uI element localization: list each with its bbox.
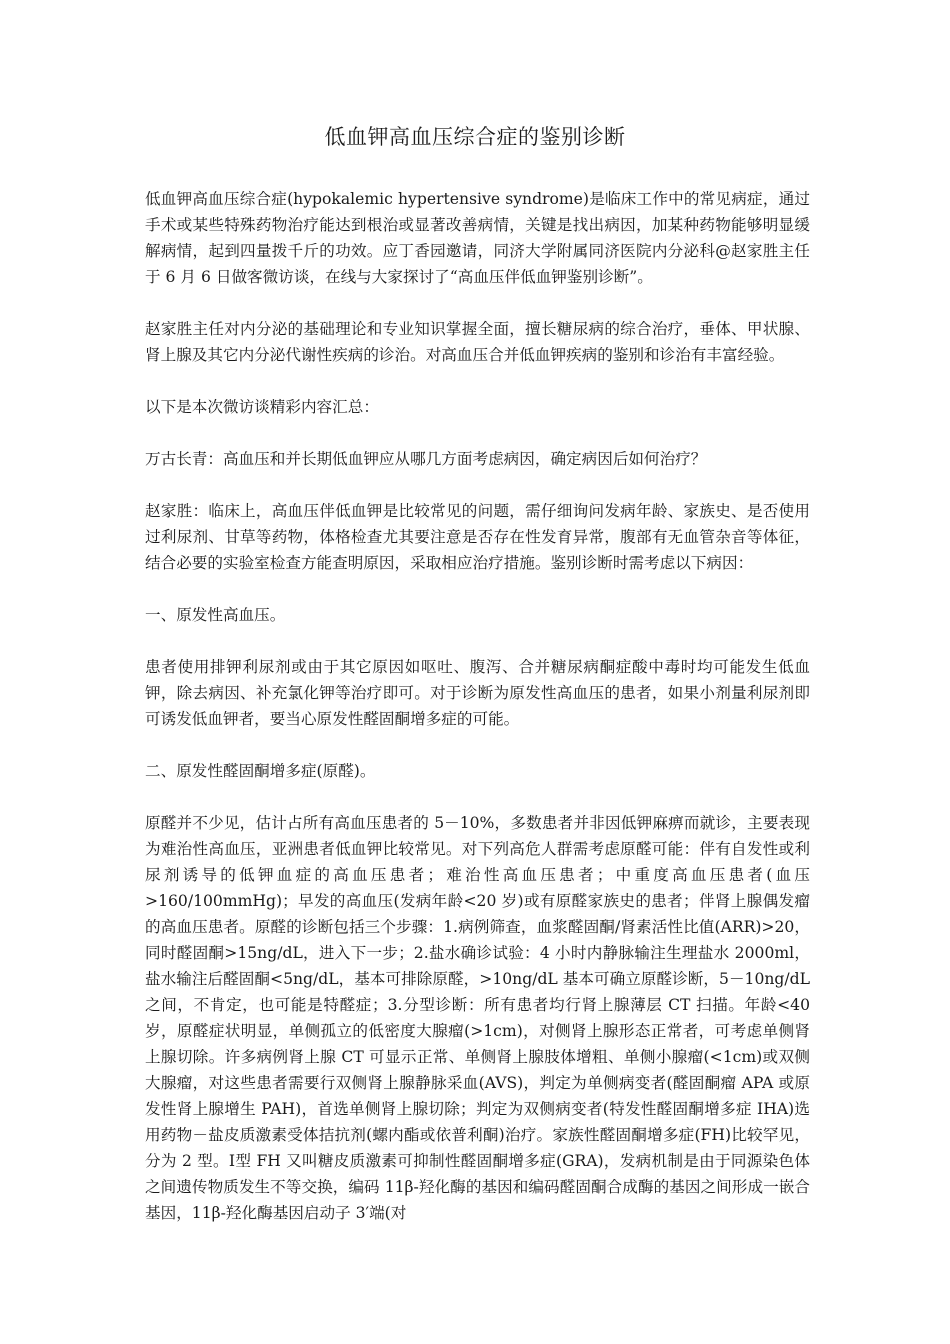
paragraph-intro: 低血钾高血压综合症(hypokalemic hypertensive syndrome)是临床工作中的常见病症，通过手术或某些特殊药物治疗能达到根治或显著改善病情，关键是找出病因，加某种药物能够明显缓解病情，起到四量拨千斤的功效。应丁香园邀请，同济大学附属同济医院内分泌科@赵家胜主任 于 6 月 6 日做客微访谈，在线与大家探讨了“高血压伴低血钾鉴别诊断”。 — [145, 190, 810, 286]
section-heading-2: 二、原发性醛固酮增多症(原醛)。 — [145, 762, 376, 780]
paragraph-section-1: 患者使用排钾利尿剂或由于其它原因如呕吐、腹泻、合并糖尿病酮症酸中毒时均可能发生低血钾，除去病因、补充氯化钾等治疗即可。对于诊断为原发性高血压的患者，如果小剂量利尿剂即可诱发低血钾者，要当心原发性醛固酮增多症的可能。 — [145, 658, 810, 728]
paragraph-answer: 赵家胜：临床上，高血压伴低血钾是比较常见的问题，需仔细询问发病年龄、家族史、是否使用过利尿剂、甘草等药物，体格检查尤其要注意是否存在性发育异常，腹部有无血管杂音等体征，结合必要的实验室检查方能查明原因，采取相应治疗措施。鉴别诊断时需考虑以下病因： — [145, 502, 810, 572]
document-body — [145, 186, 810, 1226]
paragraph-summary-lead: 以下是本次微访谈精彩内容汇总： — [145, 398, 379, 416]
paragraph-question: 万古长青：高血压和并长期低血钾应从哪几方面考虑病因，确定病因后如何治疗？ — [145, 450, 707, 468]
paragraph-expert-profile: 赵家胜主任对内分泌的基础理论和专业知识掌握全面，擅长糖尿病的综合治疗，垂体、甲状腺、肾上腺及其它内分泌代谢性疾病的诊治。对高血压合并低血钾疾病的鉴别和诊治有丰富经验。 — [145, 320, 810, 364]
paragraph-section-2: 原醛并不少见，估计占所有高血压患者的 5－10%，多数患者并非因低钾麻痹而就诊，主要表现为难治性高血压，亚洲患者低血钾比较常见。对下列高危人群需考虑原醛可能：伴有自发性或利尿剂诱导的低钾血症的高血压患者；难治性高血压患者；中重度高血压患者(血压>160/100mmHg)；早发的高血压(发病年龄<20 岁)或有原醛家族史的患者；伴肾上腺偶发瘤的高血压患者。原醛的诊断包括三个步骤：1.病例筛查，血浆醛固酮/肾素活性比值(ARR)>20，同时醛固酮>15ng/dL，进入下一步；2.盐水确诊试验：4 小时内静脉输注生理盐水 2000ml，盐水输注后醛固酮<5ng/dL，基本可排除原醛，>10ng/dL 基本可确立原醛诊断，5－10ng/dL 之间，不肯定，也可能是特醛症；3.分型诊断：所有患者均行肾上腺薄层 CT 扫描。年龄<40 岁，原醛症状明显，单侧孤立的低密度大腺瘤(>1cm)，对侧肾上腺形态正常者，可考虑单侧肾上腺切除。许多病例肾上腺 CT 可显示正常、单侧肾上腺肢体增粗、单侧小腺瘤(<1cm)或双侧大腺瘤，对这些患者需要行双侧肾上腺静脉采血(AVS)，判定为单侧病变者(醛固酮瘤 APA 或原发性肾上腺增生 PAH)，首选单侧肾上腺切除；判定为双侧病变者(特发性醛固酮增多症 IHA)选用药物－盐皮质激素受体拮抗剂(螺内酯或依普利酮)治疗。家族性醛固酮增多症(FH)比较罕见，分为 2 型。Ⅰ型 FH 又叫糖皮质激素可抑制性醛固酮增多症(GRA)，发病机制是由于同源染色体之间遗传物质发生不等交换，编码 11β-羟化酶的基因和编码醛固酮合成酶的基因之间形成一嵌合基因，11β-羟化酶基因启动子 3′端(对 — [145, 814, 810, 1222]
section-heading-1: 一、原发性高血压。 — [145, 606, 286, 624]
document-title: 低血钾高血压综合症的鉴别诊断 — [324, 125, 626, 149]
